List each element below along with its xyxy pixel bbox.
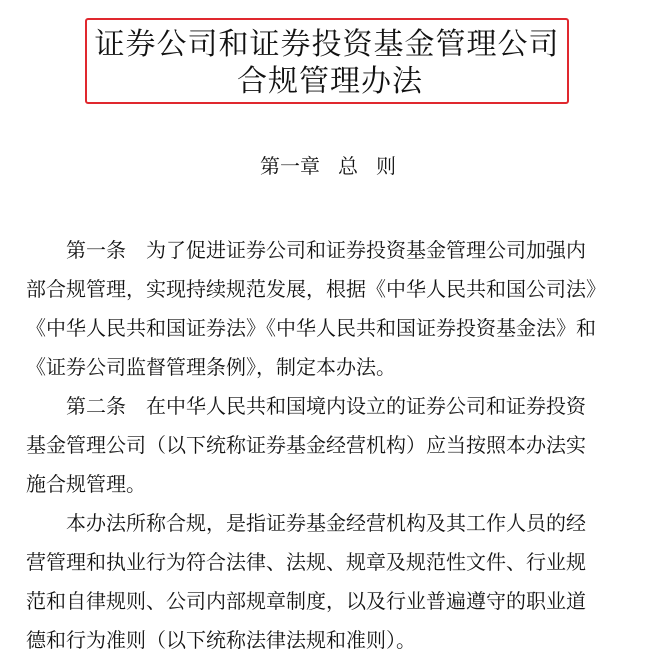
article-1-line-3: 《中华人民共和国证券法》《中华人民共和国证券投资基金法》和 bbox=[26, 316, 596, 340]
paragraph-3-line-4: 德和行为准则（以下统称法律法规和准则）。 bbox=[26, 628, 416, 652]
article-2-line-3: 施合规管理。 bbox=[26, 472, 146, 496]
chapter-title-char-1: 总 bbox=[338, 154, 358, 178]
paragraph-3-line-3: 范和自律规则、公司内部规章制度，以及行业普遍遵守的职业道 bbox=[26, 589, 586, 613]
document-title-line-2: 合规管理办法 bbox=[237, 64, 423, 99]
paragraph-3-line-1: 本办法所称合规，是指证券基金经营机构及其工作人员的经 bbox=[66, 511, 586, 535]
chapter-number: 第一章 bbox=[260, 154, 320, 178]
chapter-title-char-2: 则 bbox=[376, 154, 396, 178]
paragraph-3-line-2: 营管理和执业行为符合法律、法规、规章及规范性文件、行业规 bbox=[26, 550, 586, 574]
article-2-line-1: 第二条 在中华人民共和国境内设立的证券公司和证券投资 bbox=[66, 394, 586, 418]
article-1-line-4: 《证券公司监督管理条例》，制定本办法。 bbox=[26, 355, 396, 379]
article-1-line-1: 第一条 为了促进证券公司和证券投资基金管理公司加强内 bbox=[66, 238, 586, 262]
document-title-line-1: 证券公司和证券投资基金管理公司 bbox=[94, 27, 560, 62]
chapter-heading bbox=[0, 152, 656, 180]
article-1-line-2: 部合规管理，实现持续规范发展，根据《中华人民共和国公司法》 bbox=[26, 277, 606, 301]
article-2-line-2: 基金管理公司（以下统称证券基金经营机构）应当按照本办法实 bbox=[26, 433, 586, 457]
